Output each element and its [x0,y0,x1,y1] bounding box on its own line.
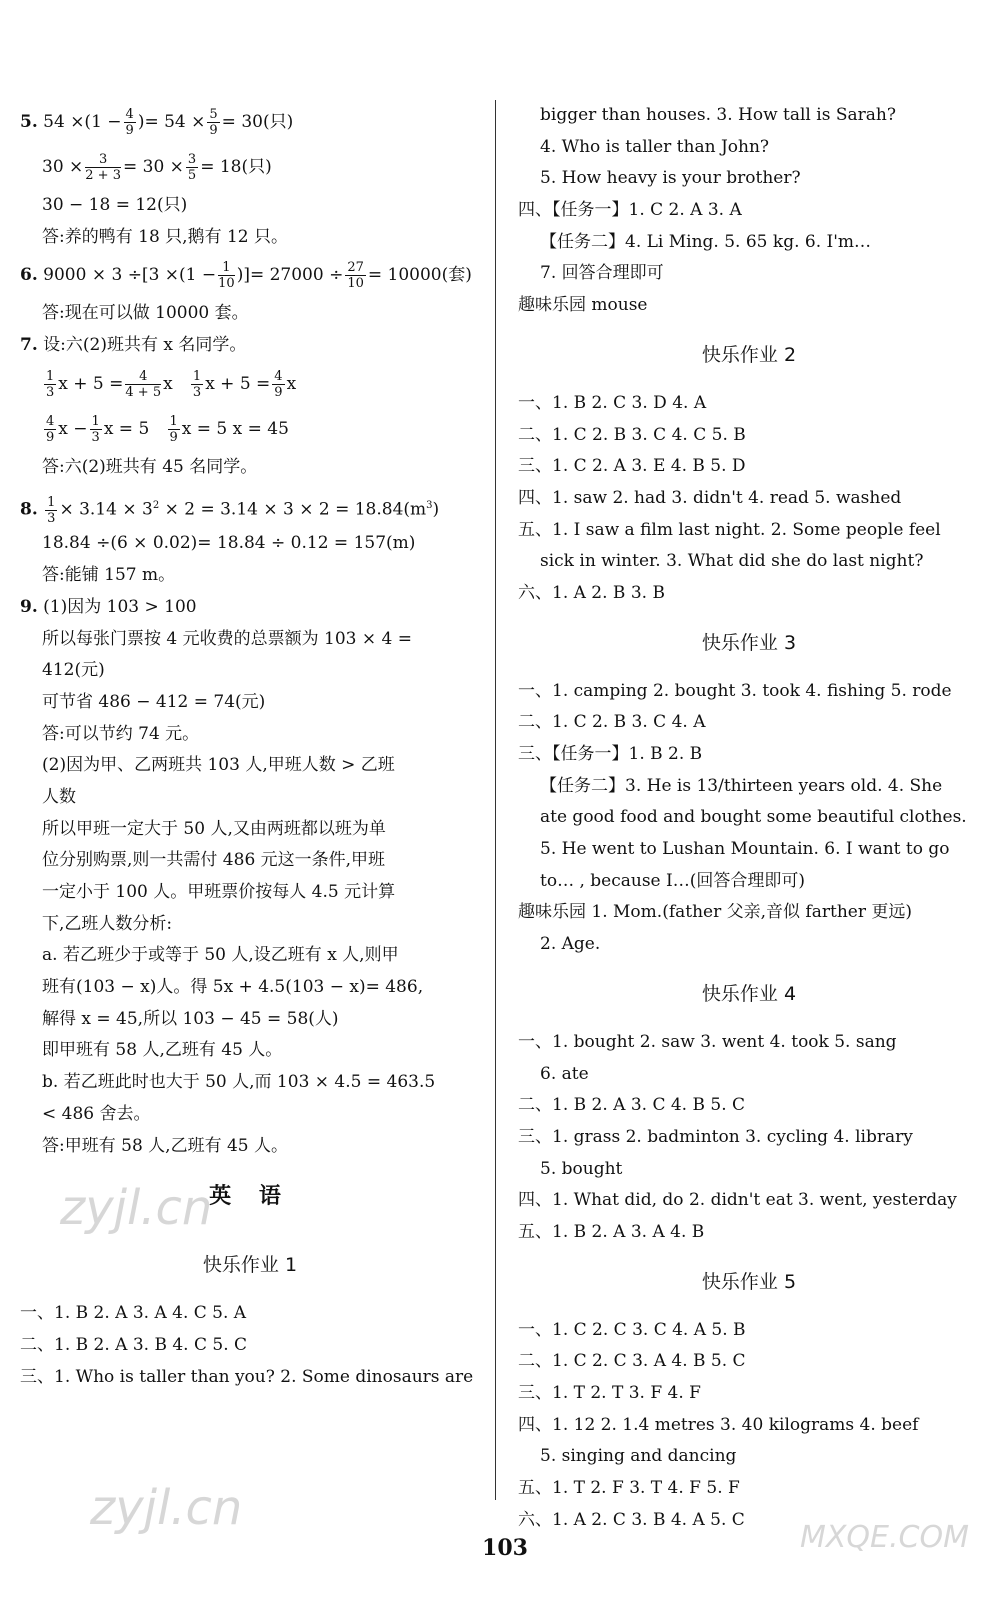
q9-line: 一定小于 100 人。甲班票价按每人 4.5 元计算 [42,882,396,902]
fraction: $\frac{1}{3}$ [91,413,100,445]
q6-answer: 答:现在可以做 10000 套。 [42,303,249,324]
hw2-line: 六、1. A 2. B 3. B [518,582,665,603]
hw1-line: 三、1. Who is taller than you? 2. Some dinosaurs are [20,1366,474,1387]
hw5-line: 三、1. T 2. T 3. F 4. F [518,1383,701,1403]
hw2-title: 快乐作业 2 [701,343,797,366]
q5-number: 5. [20,112,38,132]
q9-line: 412(元) [42,660,105,681]
watermark: zyjl.cn [90,1480,243,1536]
q7-text: 设:六(2)班共有 x 名同学。 [43,335,247,356]
watermark: MXQE.COM [800,1520,969,1555]
hw1-title: 快乐作业 1 [202,1254,298,1277]
fraction: $\frac{3}{2 + 3}$ [85,152,121,183]
q5-text: = 18(只) [200,157,272,177]
q9-line: b. 若乙班此时也大于 50 人,而 103 × 4.5 = 463.5 [42,1072,436,1093]
hw1-line: 一、1. B 2. A 3. A 4. C 5. A [20,1303,247,1324]
q9-line: 人数 [42,786,76,807]
page-number: 103 [482,1535,528,1561]
q9-line: (2)因为甲、乙两班共 103 人,甲班人数 > 乙班 [42,755,395,776]
q7-text: x + 5 = [205,373,271,394]
hw5-title: 快乐作业 5 [701,1270,797,1293]
q5-text: 30 × [42,157,84,177]
hw3-line: 一、1. camping 2. bought 3. took 4. fishing 5. rode [518,680,952,701]
hw2-line: 五、1. I saw a film last night. 2. Some people feel [518,519,941,540]
hw4-line: 三、1. grass 2. badminton 3. cycling 4. library [518,1126,913,1147]
q8-text: ) [432,500,440,521]
right-column [518,100,980,1536]
q7-text: x − [58,418,88,439]
hw4-line: 五、1. B 2. A 3. A 4. B [518,1221,705,1242]
q8-number: 8. [20,500,38,521]
hw1-line: 趣味乐园 mouse [518,295,648,316]
hw5-line: 5. singing and dancing [540,1446,737,1467]
hw1-line: 【任务二】4. Li Ming. 5. 65 kg. 6. I'm… [540,231,872,252]
q8-text: × 2 = 3.14 × 3 × 2 = 18.84(m [159,500,427,521]
q7-text: x [286,373,297,394]
q5-line-3: 30 − 18 = 12(只) [42,195,188,215]
hw4-line: 二、1. B 2. A 3. C 4. B 5. C [518,1095,746,1116]
hw5-line: 五、1. T 2. F 3. T 4. F 5. F [518,1478,740,1499]
fraction: $\frac{1}{3}$ [192,368,202,400]
q9-line: 可节省 486 − 412 = 74(元) [42,691,266,712]
watermark: zyjl.cn [60,1180,213,1236]
q9-line: a. 若乙班少于或等于 50 人,设乙班有 x 人,则甲 [42,945,399,966]
fraction: $\frac{3}{5}$ [187,152,197,183]
q7-text: x = 5 x = 45 [181,418,289,439]
q9-line: 位分别购票,则一共需付 486 元这一条件,甲班 [42,850,386,871]
q5-line-2 [20,145,480,190]
q9-line: 解得 x = 45,所以 103 − 45 = 58(人) [42,1008,339,1029]
hw1-line: 7. 回答合理即可 [540,263,664,284]
hw3-line: 二、1. C 2. B 3. C 4. A [518,712,706,733]
q8-line-1 [20,483,480,528]
hw3-line: 【任务二】3. He is 13/thirteen years old. 4. She [540,775,943,796]
column-divider [495,100,496,1500]
fraction: $\frac{4}{4 + 5}$ [125,368,162,400]
hw1-line: 二、1. B 2. A 3. B 4. C 5. C [20,1334,248,1355]
q8-answer: 答:能铺 157 m。 [42,565,176,586]
q9-line: 即甲班有 58 人,乙班有 45 人。 [42,1040,283,1061]
hw2-line: 二、1. C 2. B 3. C 4. C 5. B [518,424,746,445]
q5-text: 54 ×(1 − [43,112,122,132]
fraction: $\frac{1}{3}$ [47,495,56,527]
hw3-line: 三、【任务一】1. B 2. B [518,744,703,764]
hw2-line: 三、1. C 2. A 3. E 4. B 5. D [518,456,746,477]
q9-text: (1)因为 103 > 100 [43,596,197,617]
q6-text: )]= 27000 ÷ [236,265,344,286]
q5-text: = 30(只) [221,112,294,132]
hw3-line: 趣味乐园 1. Mom.(father 父亲,音似 farther 更远) [518,902,912,923]
hw2-line: 一、1. B 2. C 3. D 4. A [518,392,707,413]
hw5-line: 六、1. A 2. C 3. B 4. A 5. C [518,1509,745,1530]
hw3-title: 快乐作业 3 [701,631,797,654]
q7-line-2 [20,362,480,407]
q9-line: < 486 舍去。 [42,1103,151,1124]
exponent: 2 [152,500,160,512]
fraction: $\frac{1}{9}$ [169,413,178,445]
q5-text: = 30 × [122,157,184,177]
q7-text: x [163,373,173,394]
hw4-line: 四、1. What did, do 2. didn't eat 3. went, yesterday [518,1190,957,1211]
hw5-line: 四、1. 12 2. 1.4 metres 3. 40 kilograms 4. beef [518,1414,919,1435]
q9-line-1 [20,592,480,624]
hw5-line: 二、1. C 2. C 3. A 4. B 5. C [518,1351,746,1372]
hw1-line: 4. Who is taller than John? [540,136,770,157]
q6-number: 6. [20,265,38,286]
subject-heading-english: 英 语 [209,1184,291,1210]
q6-line-1 [20,253,480,298]
fraction: $\frac{1}{10}$ [218,260,235,292]
hw3-line: to… , because I…(回答合理即可) [540,870,805,891]
q7-answer: 答:六(2)班共有 45 名同学。 [42,456,258,477]
fraction: $\frac{5}{9}$ [209,107,218,138]
fraction: $\frac{4}{9}$ [46,413,55,445]
q7-line-1 [20,330,480,362]
q9-line: 所以甲班一定大于 50 人,又由两班都以班为单 [42,818,386,839]
q7-text: x + 5 = [58,373,124,394]
q5-text: )= 54 × [137,112,206,132]
q6-text: = 10000(套) [367,265,472,286]
hw2-line: sick in winter. 3. What did she do last night? [540,551,924,572]
q7-number: 7. [20,335,38,356]
hw4-line: 一、1. bought 2. saw 3. went 4. took 5. sang [518,1031,897,1052]
q9-line: 班有(103 − x)人。得 5x + 4.5(103 − x)= 486, [42,977,424,998]
hw3-line: 2. Age. [540,934,601,955]
q9-number: 9. [20,596,38,617]
hw4-line: 5. bought [540,1158,623,1179]
q5-answer: 答:养的鸭有 18 只,鹅有 12 只。 [42,226,289,247]
fraction: $\frac{4}{9}$ [125,107,134,138]
q9-line: 下,乙班人数分析: [42,913,173,934]
hw3-line: ate good food and bought some beautiful clothes. [540,807,967,828]
hw1-line: 5. How heavy is your brother? [540,168,801,189]
fraction: $\frac{4}{9}$ [274,368,283,400]
fraction: $\frac{1}{3}$ [46,368,55,400]
hw5-line: 一、1. C 2. C 3. C 4. A 5. B [518,1319,746,1340]
exponent: 3 [426,500,433,512]
q8-text: × 3.14 × 3 [59,500,153,521]
q5-line-1 [20,100,480,145]
q7-text: x = 5 [103,418,150,439]
q6-text: 9000 × 3 ÷[3 ×(1 − [43,265,217,286]
q7-line-3 [20,407,480,452]
hw1-line: 四、【任务一】1. C 2. A 3. A [518,200,742,221]
fraction: $\frac{27}{10}$ [347,260,364,292]
q9-answer: 答:甲班有 58 人,乙班有 45 人。 [42,1135,289,1156]
q9-line: 所以每张门票按 4 元收费的总票额为 103 × 4 = [42,628,412,649]
hw2-line: 四、1. saw 2. had 3. didn't 4. read 5. washed [518,487,902,508]
q8-line-2: 18.84 ÷(6 × 0.02)= 18.84 ÷ 0.12 = 157(m) [42,533,416,554]
hw3-line: 5. He went to Lushan Mountain. 6. I want to go [540,839,950,860]
hw1-line: bigger than houses. 3. How tall is Sarah? [540,105,896,125]
hw4-line: 6. ate [540,1063,589,1084]
q9-line: 答:可以节约 74 元。 [42,723,200,744]
hw4-title: 快乐作业 4 [701,982,797,1005]
